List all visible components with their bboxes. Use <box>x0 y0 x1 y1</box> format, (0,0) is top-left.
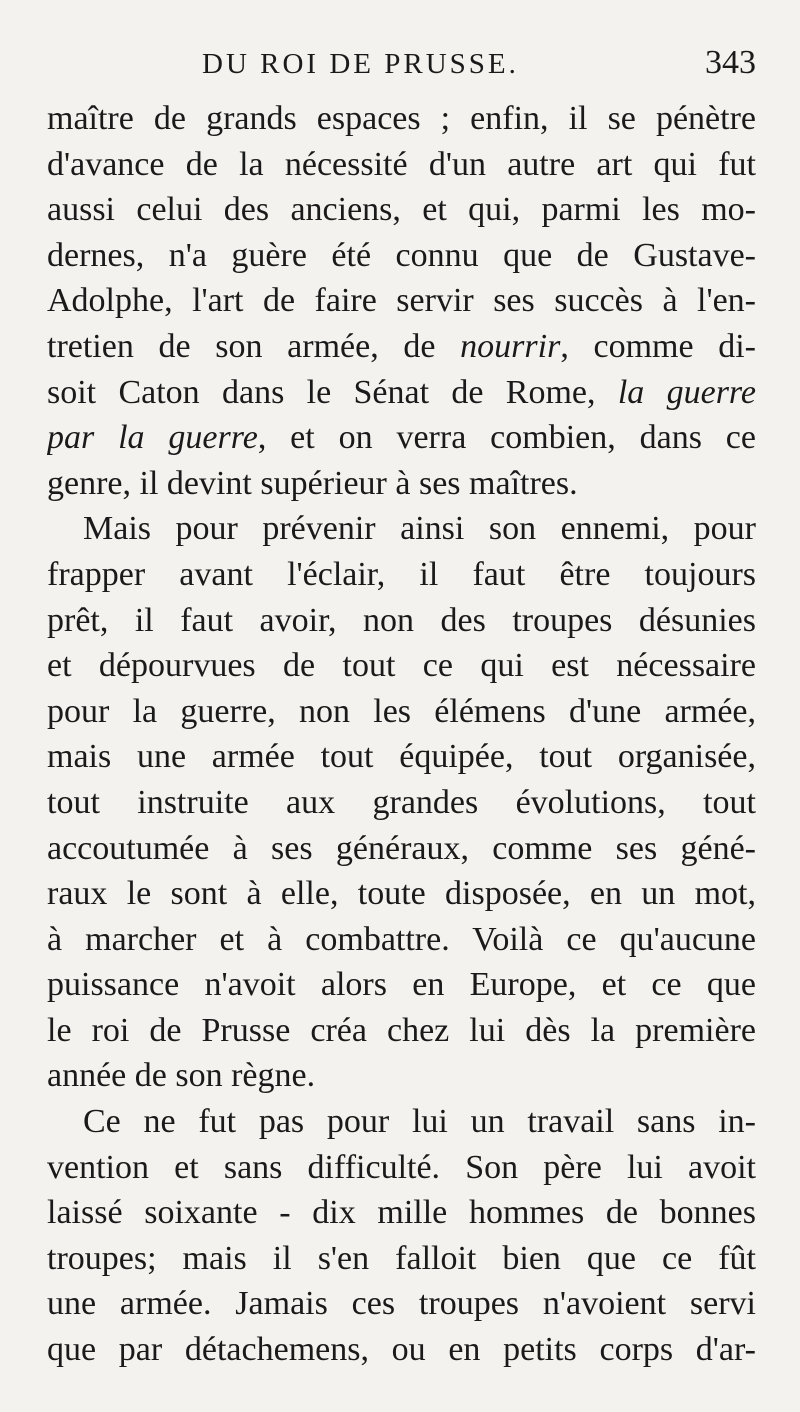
text-line: accoutumée à ses généraux, comme ses géné- <box>47 829 756 867</box>
text-line: mais une armée tout équipée, tout organisée, <box>47 738 756 776</box>
text-line: maître de grands espaces ; enfin, il se pénètre <box>47 100 756 137</box>
text-line: que par détachemens, ou en petits corps d'ar- <box>47 1331 756 1369</box>
text-line: puissance n'avoit alors en Europe, et ce que <box>47 966 756 1004</box>
text-line: pour la guerre, non les élémens d'une armée, <box>47 692 756 730</box>
text-line: troupes; mais il s'en falloit bien que ce fût <box>47 1239 756 1277</box>
text-line: tretien de son armée, de nourrir, comme di- <box>47 327 756 365</box>
text-line: soit Caton dans le Sénat de Rome, la guerre <box>47 373 756 411</box>
text-line: dernes, n'a guère été connu que de Gustave- <box>47 236 756 274</box>
running-head: DU ROI DE PRUSSE. <box>202 48 519 80</box>
paragraph-3 <box>47 1099 756 1373</box>
text-line: laissé soixante - dix mille hommes de bonnes <box>47 1194 756 1232</box>
text-line: Adolphe, l'art de faire servir ses succès à l'en- <box>47 282 756 320</box>
body-text <box>47 96 756 1373</box>
text-line: raux le sont à elle, toute disposée, en un mot, <box>47 875 756 913</box>
text-line: une armée. Jamais ces troupes n'avoient servi <box>47 1285 756 1323</box>
text-line: frapper avant l'éclair, il faut être toujours <box>47 555 756 593</box>
text-line: année de son règne. <box>47 1057 316 1095</box>
paragraph-2 <box>47 506 756 1099</box>
text-line: vention et sans difficulté. Son père lui avoit <box>47 1148 756 1186</box>
text-line: genre, il devint supérieur à ses maîtres. <box>47 464 578 502</box>
text-line: Ce ne fut pas pour lui un travail sans in- <box>83 1103 756 1141</box>
text-line: tout instruite aux grandes évolutions, tout <box>47 783 756 821</box>
text-line: prêt, il faut avoir, non des troupes désunies <box>47 601 756 639</box>
text-line: le roi de Prusse créa chez lui dès la première <box>47 1011 756 1049</box>
page-header <box>47 44 756 96</box>
text-line: d'avance de la nécessité d'un autre art qui fut <box>47 145 756 183</box>
page-number: 343 <box>705 44 756 81</box>
text-line: par la guerre, et on verra combien, dans ce <box>47 419 756 457</box>
text-line: Mais pour prévenir ainsi son ennemi, pour <box>83 510 756 548</box>
text-line: aussi celui des anciens, et qui, parmi les mo- <box>47 191 756 229</box>
paragraph-1 <box>47 96 756 506</box>
text-line: à marcher et à combattre. Voilà ce qu'aucune <box>47 920 756 958</box>
text-line: et dépourvues de tout ce qui est nécessaire <box>47 647 756 685</box>
